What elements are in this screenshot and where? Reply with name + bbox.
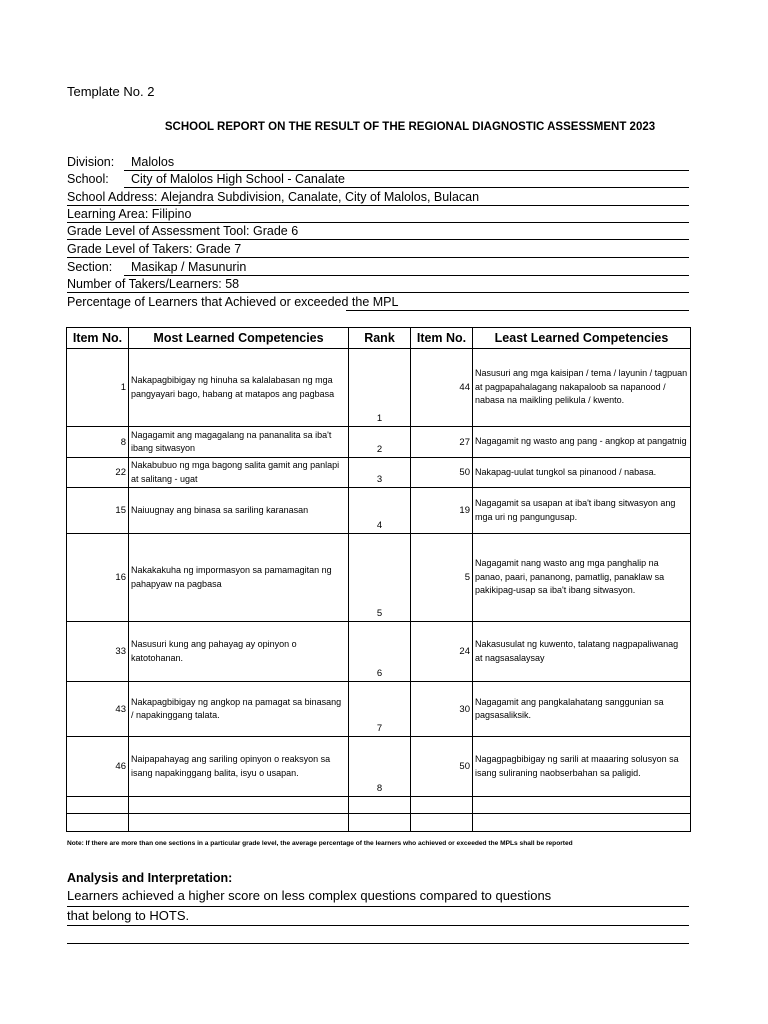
most-learned-competency: Nakapagbibigay ng hinuha sa kalalabasan ng mga pangyayari bago, habang at matapos ang pagbasa (129, 349, 349, 427)
least-learned-competency: Nakasusulat ng kuwento, talatang nagpapaliwanag at nagsasalaysay (473, 622, 691, 682)
school-underline (124, 187, 689, 188)
least-learned-competency: Nasusuri ang mga kaisipan / tema / layunin / tagpuan at pagpapahalagang nakapaloob sa napanood / nabasa na maikling pelikula / kwento. (473, 349, 691, 427)
address-row (67, 189, 689, 206)
division-row (67, 154, 689, 171)
learning-area-value: Filipino (151, 207, 192, 221)
rank: 1 (349, 349, 411, 427)
competencies-table (66, 327, 691, 832)
num-takers-label: Number of Takers/Learners: (67, 277, 222, 291)
header-least-learned: Least Learned Competencies (473, 328, 691, 349)
assessment-tool-value: Grade 6 (253, 224, 299, 238)
item-number: 16 (67, 534, 129, 622)
item-number-least: 30 (411, 682, 473, 737)
table-row-empty (67, 814, 691, 832)
section-label: Section: (67, 260, 113, 274)
most-learned-competency: Nagagamit ang magagalang na pananalita sa iba't ibang sitwasyon (129, 427, 349, 458)
analysis-text-line-2: that belong to HOTS. (67, 908, 190, 923)
item-number: 33 (67, 622, 129, 682)
item-number-least: 50 (411, 737, 473, 797)
least-learned-competency: Nagagpagbibigay ng sarili at maaaring solusyon sa isang suliraning naobserbahan sa paligid. (473, 737, 691, 797)
assessment-tool-label: Grade Level of Assessment Tool: (67, 224, 250, 238)
least-learned-competency: Nagagamit sa usapan at iba't ibang sitwasyon ang mga uri ng pangungusap. (473, 488, 691, 534)
table-row (67, 534, 691, 622)
learning-area-row (67, 206, 689, 223)
template-number: Template No. 2 (67, 84, 155, 99)
most-learned-competency: Nakabubuo ng mga bagong salita gamit ang panlapi at salitang - ugat (129, 458, 349, 488)
learning-area-label: Learning Area: (67, 207, 149, 221)
takers-grade-row (67, 241, 689, 258)
analysis-underline-3 (67, 943, 689, 944)
most-learned-competency: Naipapahayag ang sariling opinyon o reaksyon sa isang napakinggang balita, isyu o usapan. (129, 737, 349, 797)
item-number: 22 (67, 458, 129, 488)
table-header-row (67, 328, 691, 349)
school-row (67, 171, 689, 188)
least-learned-competency: Nakapag-uulat tungkol sa pinanood / nabasa. (473, 458, 691, 488)
num-takers-row (67, 276, 689, 293)
percentage-underline (346, 310, 689, 311)
address-value: Alejandra Subdivision, Canalate, City of Malolos, Bulacan (160, 190, 480, 204)
table-row-empty (67, 797, 691, 814)
item-number-least: 19 (411, 488, 473, 534)
item-number-least: 27 (411, 427, 473, 458)
assessment-tool-row (67, 223, 689, 240)
division-value: Malolos (131, 155, 175, 169)
takers-grade-label: Grade Level of Takers: (67, 242, 193, 256)
item-number: 8 (67, 427, 129, 458)
most-learned-competency: Nasusuri kung ang pahayag ay opinyon o katotohanan. (129, 622, 349, 682)
item-number: 15 (67, 488, 129, 534)
least-learned-competency: Nagagamit ang pangkalahatang sanggunian sa pagsasaliksik. (473, 682, 691, 737)
takers-grade-underline (67, 257, 689, 258)
item-number-least: 44 (411, 349, 473, 427)
num-takers-value: 58 (225, 277, 240, 291)
table-row (67, 488, 691, 534)
item-number-least: 24 (411, 622, 473, 682)
analysis-heading: Analysis and Interpretation: (67, 871, 233, 885)
table-row (67, 427, 691, 458)
rank: 2 (349, 427, 411, 458)
header-item-no-2: Item No. (411, 328, 473, 349)
item-number-least: 5 (411, 534, 473, 622)
rank: 6 (349, 622, 411, 682)
rank: 8 (349, 737, 411, 797)
least-learned-competency: Nagagamit ng wasto ang pang - angkop at pangatnig (473, 427, 691, 458)
assessment-tool-underline (67, 239, 689, 240)
section-row (67, 259, 689, 276)
section-value: Masikap / Masunurin (131, 260, 247, 274)
table-note: Note: If there are more than one sections in a particular grade level, the average percentage of the learners who achieved or exceeded the MPLs shall be reported (67, 840, 573, 847)
table-row (67, 458, 691, 488)
rank: 7 (349, 682, 411, 737)
percentage-label: Percentage of Learners that Achieved or exceeded the MPL (67, 295, 399, 309)
item-number-least: 50 (411, 458, 473, 488)
rank: 5 (349, 534, 411, 622)
least-learned-competency: Nagagamit nang wasto ang mga panghalip na panao, paari, pananong, pamatlig, panaklaw sa pakikipag-usap sa iba't ibang sitwasyon. (473, 534, 691, 622)
school-label: School: (67, 172, 109, 186)
item-number: 1 (67, 349, 129, 427)
num-takers-underline (67, 292, 689, 293)
table-row (67, 682, 691, 737)
table-row (67, 622, 691, 682)
header-item-no: Item No. (67, 328, 129, 349)
school-value: City of Malolos High School - Canalate (131, 172, 345, 186)
rank: 4 (349, 488, 411, 534)
takers-grade-value: Grade 7 (196, 242, 242, 256)
table-row (67, 737, 691, 797)
report-title: SCHOOL REPORT ON THE RESULT OF THE REGIONAL DIAGNOSTIC ASSESSMENT 2023 (164, 121, 656, 133)
most-learned-competency: Nakapagbibigay ng angkop na pamagat sa binasang / napakinggang talata. (129, 682, 349, 737)
analysis-text-line-1: Learners achieved a higher score on less complex questions compared to questions (67, 888, 552, 903)
most-learned-competency: Naiuugnay ang binasa sa sariling karanasan (129, 488, 349, 534)
item-number: 46 (67, 737, 129, 797)
table-row (67, 349, 691, 427)
percentage-row (67, 294, 689, 311)
address-label: School Address: (67, 190, 158, 204)
header-most-learned: Most Learned Competencies (129, 328, 349, 349)
header-rank: Rank (349, 328, 411, 349)
rank: 3 (349, 458, 411, 488)
division-label: Division: (67, 155, 115, 169)
item-number: 43 (67, 682, 129, 737)
most-learned-competency: Nakakakuha ng impormasyon sa pamamagitan ng pahapyaw na pagbasa (129, 534, 349, 622)
analysis-underline-2 (67, 925, 689, 926)
